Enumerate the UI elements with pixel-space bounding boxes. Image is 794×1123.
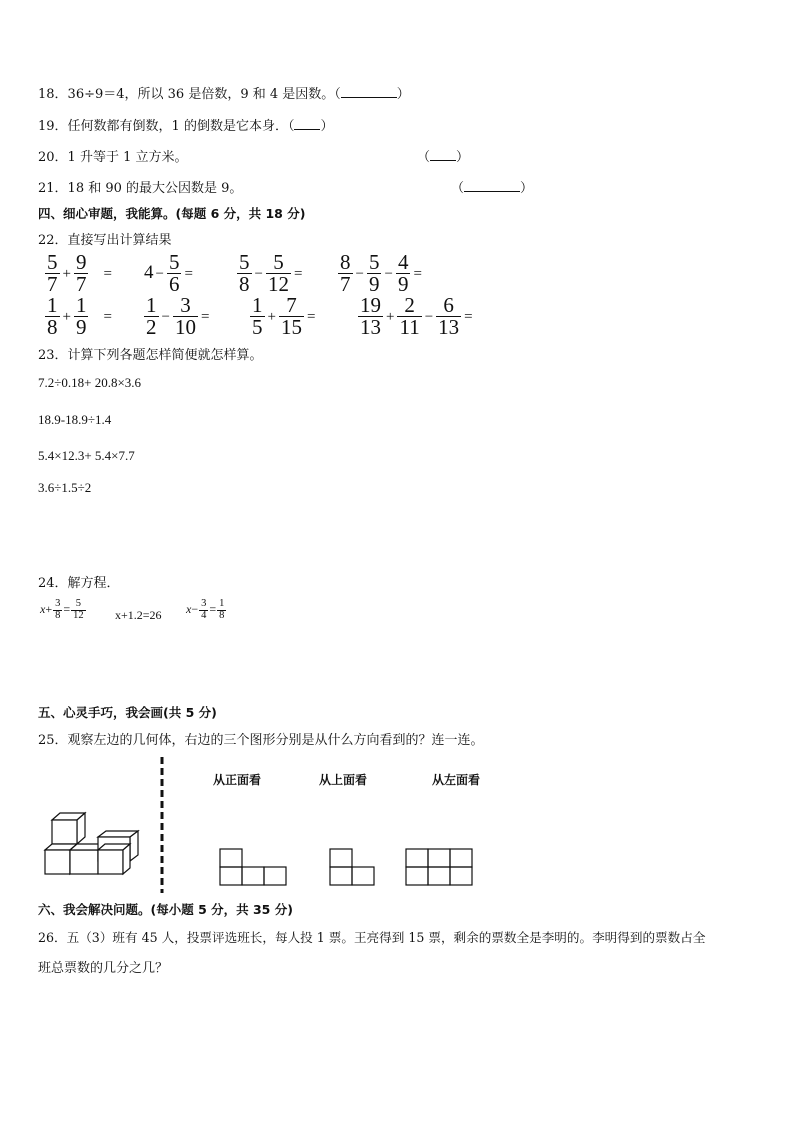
top-view-grid	[330, 849, 374, 885]
calc-item-4: 3.6÷1.5÷2	[38, 480, 92, 495]
cube-stack-icon	[45, 813, 138, 874]
label-top-view: 从上面看	[319, 773, 368, 787]
label-left-view: 从左面看	[432, 773, 481, 787]
calc-item-1: 7.2÷0.18+ 20.8×3.6	[38, 375, 142, 390]
question-26-line-1: 26．五（3）班有 45 人，投票评选班长，每人投 1 票。王亮得到 15 票，剩余的票数全是李明的。李明得到的票数占全	[38, 930, 706, 945]
calc-item-2: 18.9-18.9÷1.4	[38, 412, 112, 427]
question-19	[38, 115, 333, 134]
section-5-title: 五、心灵手巧，我会画(共 5 分)	[38, 705, 217, 720]
expr-3: $\frac{5}{8}$ − $\frac{5}{12}$ =	[239, 250, 303, 296]
left-view-grid	[406, 849, 472, 885]
answer-blank-20[interactable]	[430, 148, 456, 161]
question-19-close: ）	[320, 119, 334, 134]
equation-3: x− $\frac{3}{4}$ = $\frac{1}{8}$	[186, 598, 225, 621]
question-18-text: 18．36÷9＝4，所以 36 是倍数，9 和 4 是因数。（	[38, 87, 341, 102]
equation-2: x+1.2=26	[115, 608, 162, 622]
expr-4: $\frac{8}{7}$ − $\frac{5}{9}$ − $\frac{4}{9}$ =	[340, 250, 422, 296]
answer-blank-18[interactable]	[341, 85, 397, 98]
question-21-close: ）	[520, 181, 534, 196]
equation-1: x+ $\frac{3}{8}$ = $\frac{5}{12}$	[40, 598, 84, 621]
section-4-title: 四、细心审题，我能算。(每题 6 分，共 18 分)	[38, 206, 306, 221]
label-front-view: 从正面看	[213, 773, 262, 787]
question-20-answer	[417, 146, 469, 165]
expr-5: $\frac{1}{8}$ + $\frac{1}{9}$ =	[47, 293, 112, 339]
expr-8: $\frac{19}{13}$ + $\frac{2}{11}$ − $\frac{6}{13}$ =	[360, 293, 473, 339]
question-20-close: ）	[456, 150, 470, 165]
question-23-title: 23．计算下列各题怎样简便就怎样算。	[38, 348, 263, 363]
question-21-text: 21．18 和 90 的最大公因数是 9。	[38, 181, 243, 196]
expr-6: $\frac{1}{2}$ − $\frac{3}{10}$ =	[146, 293, 210, 339]
answer-blank-21[interactable]	[464, 179, 520, 192]
answer-blank-19[interactable]	[294, 117, 320, 130]
question-18	[38, 83, 410, 102]
expr-7: $\frac{1}{5}$ + $\frac{7}{15}$ =	[252, 293, 316, 339]
question-24-title: 24．解方程．	[38, 576, 120, 591]
question-26-line-2: 班总票数的几分之几？	[38, 961, 169, 976]
question-19-text: 19．任何数都有倒数，1 的倒数是它本身．（	[38, 119, 295, 134]
question-21-answer	[451, 177, 533, 196]
question-20	[38, 146, 187, 165]
front-view-grid	[220, 849, 286, 885]
question-18-close: ）	[396, 87, 410, 102]
question-21-open: （	[451, 181, 465, 196]
question-20-text: 20．1 升等于 1 立方米。	[38, 150, 188, 165]
calc-item-3: 5.4×12.3+ 5.4×7.7	[38, 448, 135, 463]
question-22-title: 22．直接写出计算结果	[38, 233, 172, 248]
question-21	[38, 177, 242, 196]
expr-1: $\frac{5}{7}$ + $\frac{9}{7}$ =	[47, 250, 112, 296]
section-6-title: 六、我会解决问题。(每小题 5 分，共 35 分)	[38, 902, 293, 917]
question-25-title: 25．观察左边的几何体，右边的三个图形分别是从什么方向看到的？连一连。	[38, 733, 484, 748]
question-20-open: （	[417, 150, 431, 165]
expr-2: 4 − $\frac{5}{6}$ =	[144, 250, 193, 296]
